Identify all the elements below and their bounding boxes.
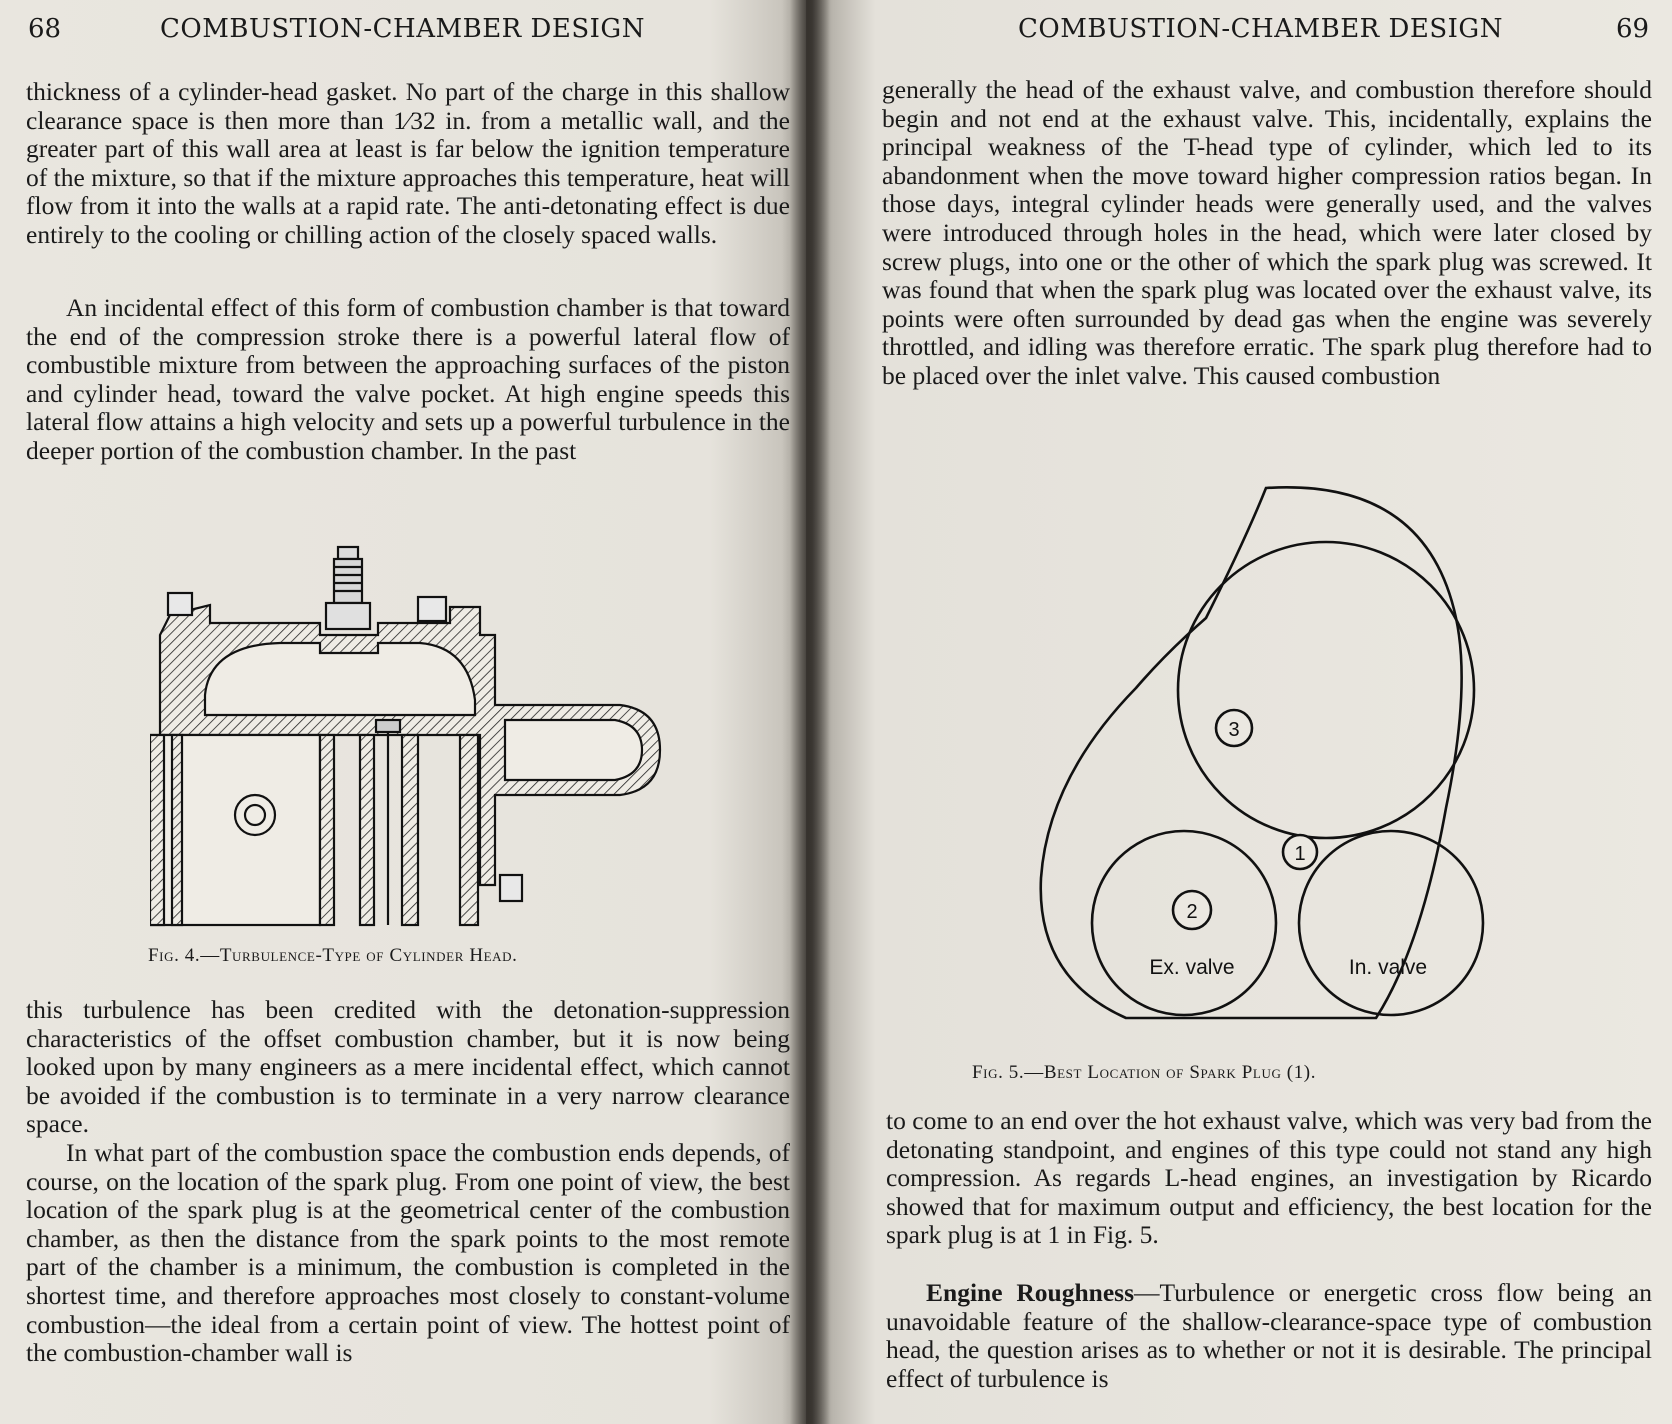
figure-4-caption: Fig. 4.—Turbulence-Type of Cylinder Head. — [148, 945, 518, 966]
plug-label-1: 1 — [1294, 843, 1306, 865]
chamber-outline — [1041, 487, 1462, 1018]
left-paragraph-4: In what part of the combustion space the combustion ends depends, of course, on the location of the spark plug. From one point of view, the best location of the spark plug is at the geometrical center of the combustion chamber, as then the distance from the spark points to the most remote part of the chamber is a minimum, the combustion is completed in the shortest time, and therefore approaches most closely to constant-volume combustion—the ideal from a certain point of view. The hottest point of the combustion-chamber wall is — [26, 1138, 790, 1368]
cylinder-head-figure — [150, 535, 670, 935]
cylinder-head-drawing — [150, 535, 670, 935]
running-head-right: COMBUSTION-CHAMBER DESIGN — [1018, 14, 1503, 44]
plug-label-2: 2 — [1186, 901, 1198, 923]
right-paragraph-1: generally the head of the exhaust valve, and combustion therefore should begin and not end at the exhaust valve. This, incidentally, explains the principal weakness of the T-head type of cylinder, which led to its abandonment when the move toward higher compression ratios began. In those days, integral cylinder heads were generally used, and the valves were introduced through holes in the head, which were later closed by screw plugs, into one or the other of which the spark plug was screwed. It was found that when the spark plug was located over the exhaust valve, its points were often surrounded by dead gas when the engine was severely throttled, and idling was therefore erratic. The spark plug therefore had to be placed over the inlet valve. This caused combustion — [882, 75, 1652, 390]
right-paragraph-2: to come to an end over the hot exhaust valve, which was very bad from the detonating standpoint, and engines of this type could not stand any high compression. As regards L-head engines, an investigation by Ricardo showed that for maximum output and efficiency, the best location for the spark plug is at 1 in Fig. 5. — [886, 1106, 1652, 1250]
left-paragraph-2: An incidental effect of this form of combustion chamber is that toward the end of the compression stroke there is a powerful lateral flow of combustible mixture from between the approaching surfaces of the piston and cylinder head, toward the valve pocket. At high engine speeds this lateral flow attains a high velocity and sets up a powerful turbulence in the deeper portion of the combustion chamber. In the past — [26, 293, 790, 465]
engine-roughness-text: —Turbulence or energetic cross flow being an unavoidable feature of the shallow-clearance-space type of combustion head, the question arises as to whether or not it is desirable. The principal effect of turbulence is — [886, 1278, 1652, 1393]
inlet-valve-label: In. valve — [1348, 956, 1428, 979]
plug-label-3: 3 — [1228, 719, 1240, 741]
book-gutter — [790, 0, 830, 1424]
right-page — [806, 0, 1672, 1424]
engine-roughness-heading: Engine Roughness — [926, 1278, 1135, 1307]
right-paragraph-3 — [886, 1279, 1652, 1393]
spark-plug-location-diagram — [1026, 478, 1586, 1058]
page-number-right: 69 — [1616, 14, 1650, 44]
inlet-valve-circle — [1299, 831, 1483, 1015]
left-paragraph-3: this turbulence has been credited with the detonation-suppression characteristics of the offset combustion chamber, but it is now being looked upon by many engineers as a mere incidental effect, which cannot be avoided if the combustion is to terminate in a very narrow clearance space. — [26, 995, 790, 1139]
page-number-left: 68 — [28, 14, 62, 44]
left-page — [0, 0, 806, 1424]
spark-plug-location-figure — [1026, 478, 1586, 1058]
figure-5-caption: Fig. 5.—Best Location of Spark Plug (1). — [972, 1062, 1317, 1083]
left-paragraph-1: thickness of a cylinder-head gasket. No part of the charge in this shallow clearance space is then more than 1⁄32 in. from a metallic wall, and the greater part of this wall area at least is far below the ignition temperature of the mixture, so that if the mixture approaches this temperature, heat will flow from it into the walls at a rapid rate. The anti-detonating effect is due entirely to the cooling or chilling action of the closely spaced walls. — [26, 77, 790, 249]
running-head-left: COMBUSTION-CHAMBER DESIGN — [160, 14, 645, 44]
exhaust-valve-label: Ex. valve — [1149, 956, 1235, 979]
